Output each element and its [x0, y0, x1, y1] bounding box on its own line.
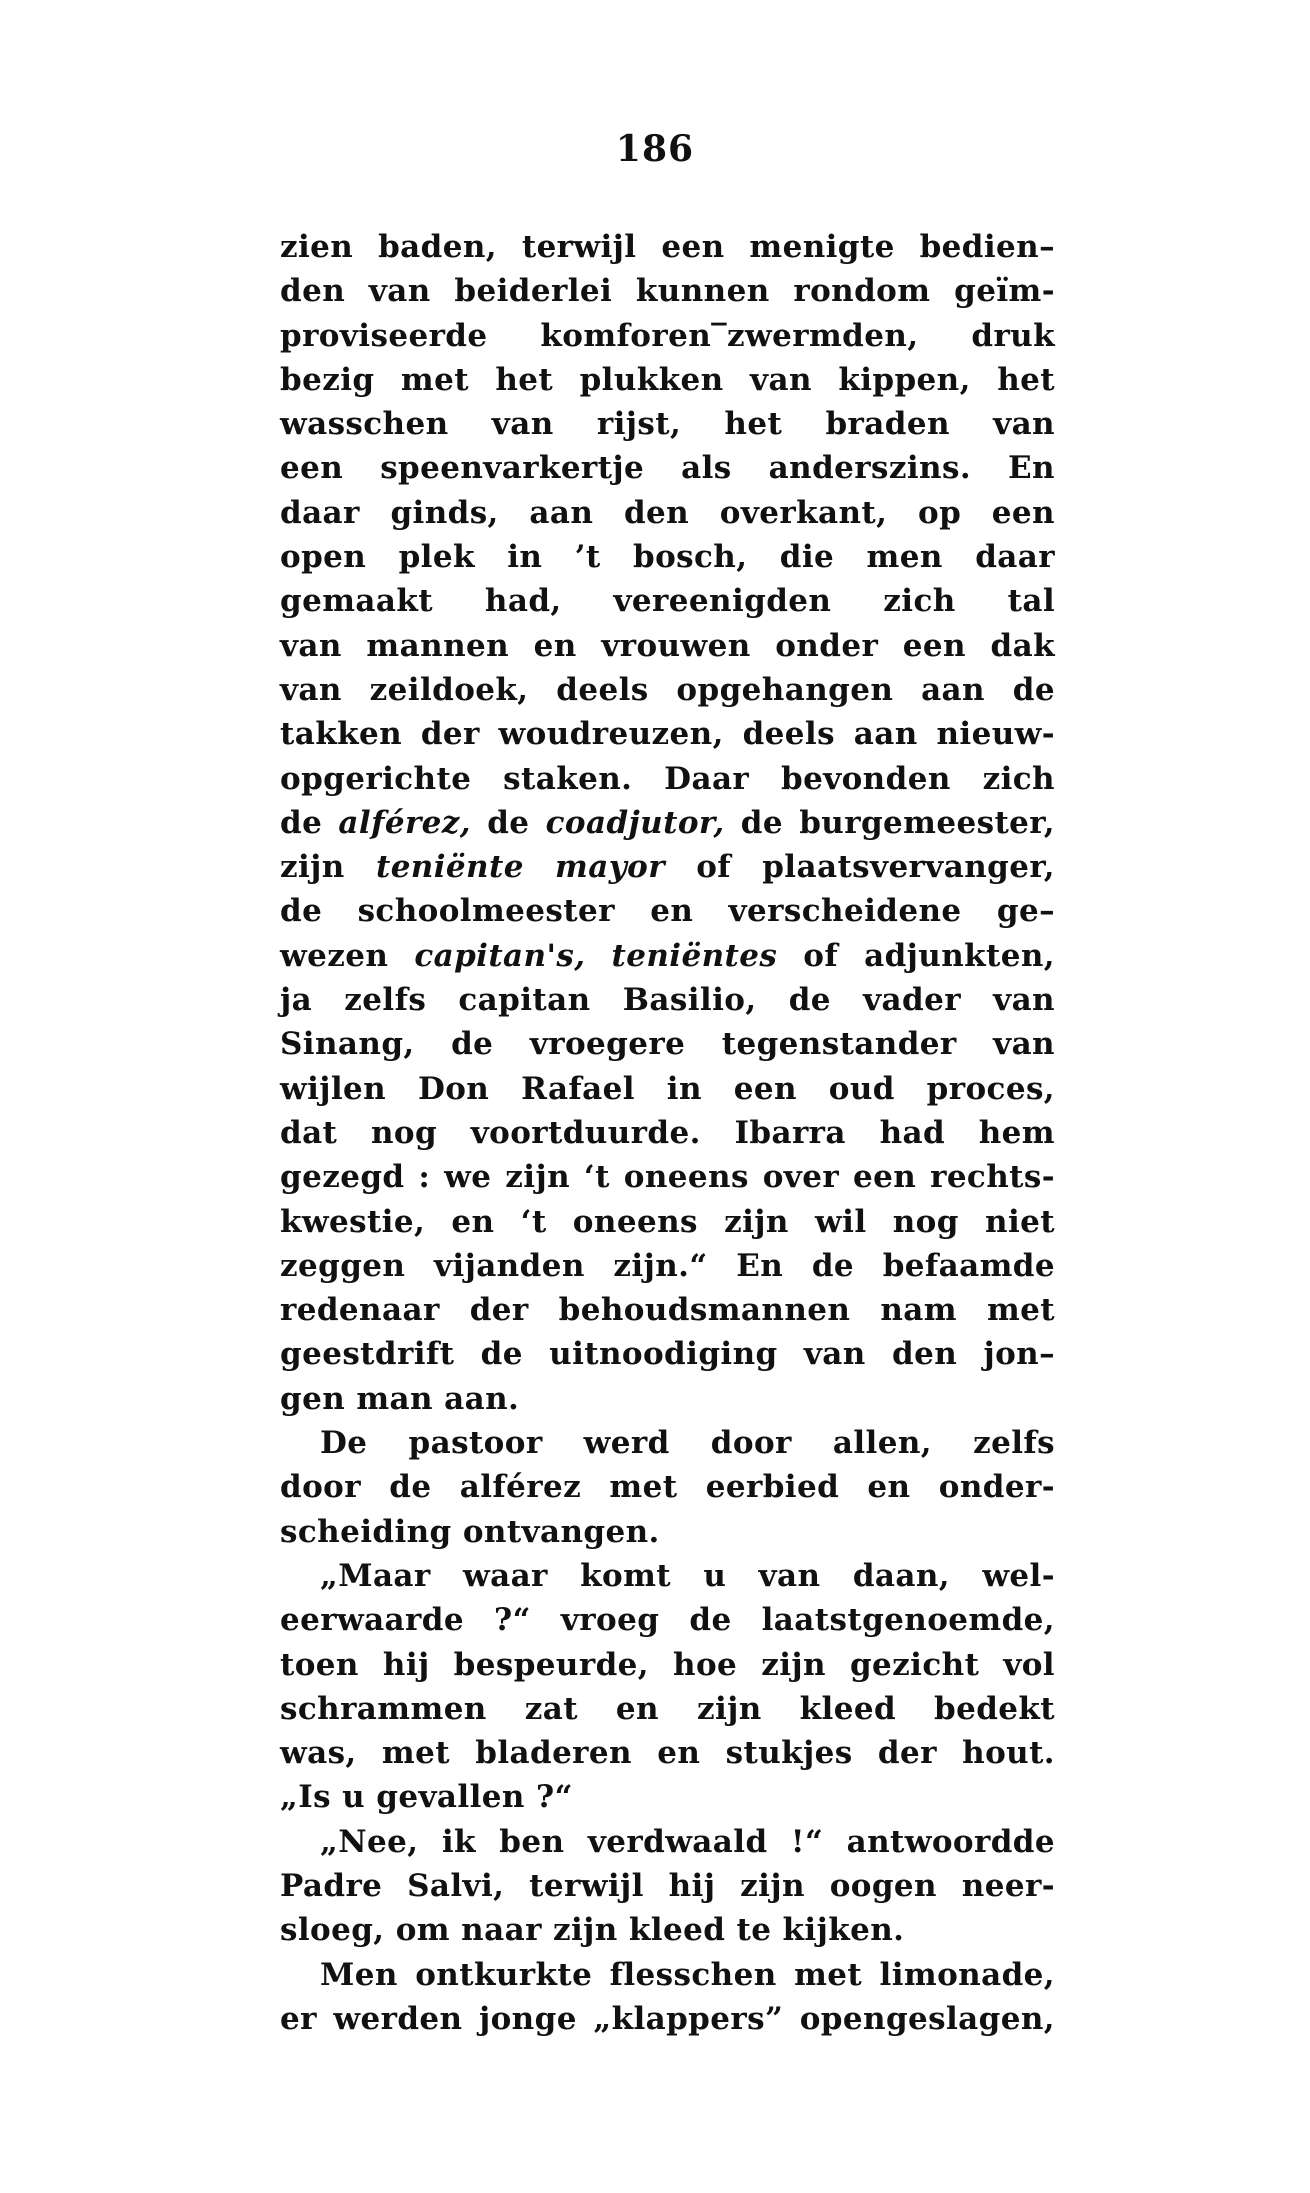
- text-run: zijn: [280, 849, 376, 886]
- text-line: eerwaarde ?“ vroeg de laatstgenoemde,: [280, 1602, 1055, 1639]
- italic-term: coadjutor,: [545, 804, 725, 841]
- italic-term: teniëntes: [611, 937, 778, 974]
- text-line: een speenvarkertje als anderszins. En: [280, 450, 1055, 487]
- text-line: open plek in ’t bosch, die men daar: [280, 539, 1055, 576]
- text-line: gemaakt had, vereenigden zich tal: [280, 583, 1055, 620]
- text-line: takken der woudreuzen, deels aan nieuw-: [280, 716, 1055, 753]
- text-line: wijlen Don Rafael in een oud proces,: [280, 1070, 1055, 1107]
- text-run: de burgemeester,: [724, 804, 1055, 841]
- text-line: proviseerde komforen‾zwermden, druk: [280, 317, 1055, 354]
- text-line: scheiding ontvangen.: [280, 1513, 660, 1550]
- text-line: van mannen en vrouwen onder een dak: [280, 627, 1055, 664]
- text-run: de: [471, 804, 546, 841]
- page-number: 186: [615, 128, 695, 170]
- text-line: ja zelfs capitan Basilio, de vader van: [280, 982, 1055, 1019]
- text-line: [280, 845, 1055, 889]
- text-run: wezen: [280, 937, 415, 974]
- text-line: Sinang, de vroegere tegenstander van: [280, 1026, 1055, 1063]
- text-run: of plaatsvervanger,: [664, 849, 1055, 886]
- text-line: sloeg, om naar zijn kleed te kijken.: [280, 1912, 905, 1949]
- text-line: van zeildoek, deels opgehangen aan de: [280, 671, 1055, 708]
- body-text: [280, 225, 1055, 2041]
- text-line: was, met bladeren en stukjes der hout.: [280, 1735, 1055, 1772]
- text-run: de: [280, 804, 339, 841]
- text-line: toen hij bespeurde, hoe zijn gezicht vol: [280, 1646, 1055, 1683]
- text-line: dat nog voortduurde. Ibarra had hem: [280, 1114, 1055, 1151]
- text-line: kwestie, en ‘t oneens zijn wil nog niet: [280, 1203, 1055, 1240]
- text-line: schrammen zat en zijn kleed bedekt: [280, 1690, 1055, 1727]
- text-line: Men ontkurkte flesschen met limonade,: [320, 1956, 1055, 1993]
- text-line: wasschen van rijst, het braden van: [280, 406, 1055, 443]
- text-line: „Nee, ik ben verdwaald !“ antwoordde: [320, 1823, 1055, 1860]
- italic-term: alférez,: [338, 804, 471, 841]
- text-line: [280, 934, 1055, 978]
- text-line: door de alférez met eerbied en onder-: [280, 1469, 1055, 1506]
- text-line: gezegd : we zijn ‘t oneens over een rechts-: [280, 1159, 1055, 1196]
- text-line: gen man aan.: [280, 1380, 520, 1417]
- text-run: of adjunkten,: [777, 937, 1056, 974]
- text-line: De pastoor werd door allen, zelfs: [320, 1425, 1055, 1462]
- text-line: den van beiderlei kunnen rondom geïm-: [280, 273, 1055, 310]
- text-line: „Maar waar komt u van daan, wel-: [320, 1557, 1055, 1594]
- text-run: [585, 938, 611, 974]
- text-line: daar ginds, aan den overkant, op een: [280, 494, 1055, 531]
- italic-term: teniënte mayor: [375, 849, 665, 886]
- text-line: zien baden, terwijl een menigte bedien–: [280, 229, 1055, 265]
- text-line: „Is u gevallen ?“: [280, 1779, 573, 1816]
- italic-term: capitan's,: [414, 937, 586, 974]
- text-line: zeggen vijanden zijn.“ En de befaamde: [280, 1247, 1055, 1284]
- text-line: bezig met het plukken van kippen, het: [280, 361, 1055, 398]
- text-line: opgerichte staken. Daar bevonden zich: [280, 760, 1055, 797]
- text-line: redenaar der behoudsmannen nam met: [280, 1292, 1055, 1329]
- text-line: Padre Salvi, terwijl hij zijn oogen neer-: [280, 1867, 1055, 1904]
- text-line: de schoolmeester en verscheidene ge–: [280, 893, 1055, 930]
- text-line: geestdrift de uitnoodiging van den jon–: [280, 1336, 1055, 1373]
- text-line: er werden jonge „klappers” opengeslagen,: [280, 2000, 1055, 2037]
- text-line: [280, 801, 1055, 845]
